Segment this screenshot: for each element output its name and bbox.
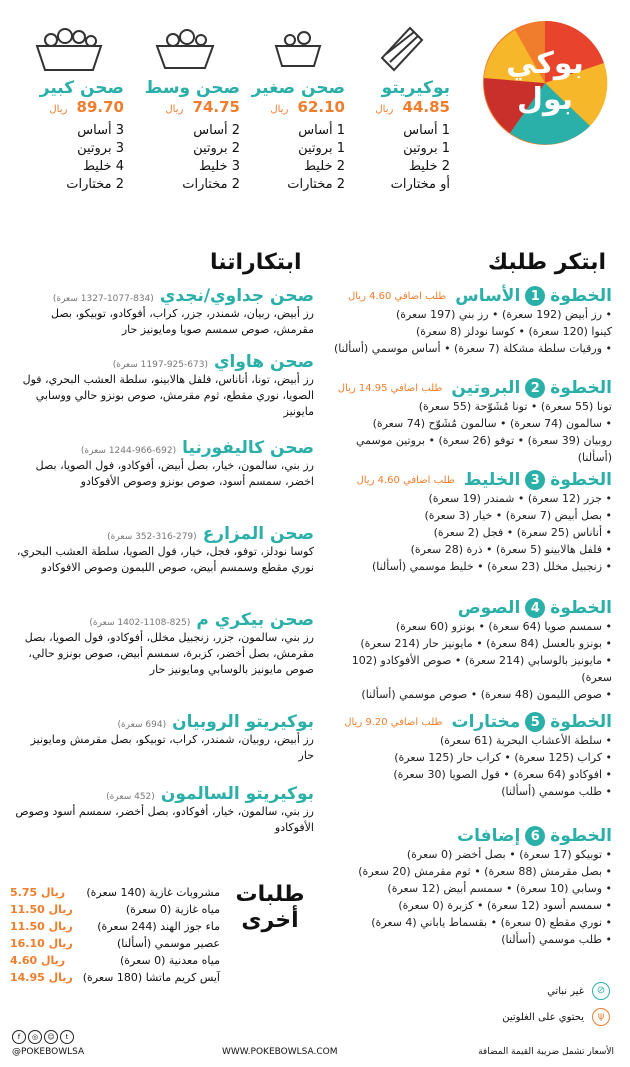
step-line: • سلطة الأعشاب البحرية (61 سعرة) [440, 734, 612, 747]
step-line: • طلب موسمي (أسألنا) [501, 785, 612, 798]
size-line: 1 أساس [298, 123, 345, 138]
step-line: • سمسم صويا (64 سعرة) • بونزو (60 سعرة) [395, 620, 612, 633]
snapchat-icon[interactable]: ☺ [44, 1030, 58, 1044]
step-number: 5 [525, 712, 545, 732]
creation-calories: (673-925-1197 سعرة) [112, 360, 208, 370]
creation-desc: رز بني، سالمون، خيار، بصل أبيض، أفوكادو، فول الصويا، بصل اخضر، سمسم أسود، صوص بونزو وصوص الأفوكادو [35, 459, 314, 488]
step-line: • صوص الليمون (48 سعرة) • صوص موسمي (أسألنا) [361, 688, 612, 701]
creation-jeddawi [14, 286, 314, 338]
creation-title: صحن هاواي [213, 352, 314, 372]
other-name: مياه غازية (0 سعرة) [125, 903, 220, 916]
creation-shrimp-burrito [14, 712, 314, 764]
creation-calories: (825-1108-1402 سعرة) [89, 618, 191, 628]
step-number: 2 [525, 378, 545, 398]
creation-title: صحن كاليفورنيا [182, 438, 314, 458]
step-addons [322, 826, 612, 948]
step-extra: طلب اضافي 9.20 ريال [344, 716, 443, 728]
creations-title: ابتكاراتنا [210, 250, 302, 275]
step-protein [322, 378, 612, 466]
step-name: إضافات [457, 826, 521, 846]
size-price: 44.85 [402, 98, 450, 116]
step-name: الخليط [463, 470, 521, 490]
size-line: أو مختارات [390, 177, 450, 192]
step-label: الخطوة [550, 712, 612, 732]
instagram-icon[interactable]: ◎ [28, 1030, 42, 1044]
other-title-2: أخرى [241, 908, 299, 933]
other-price: 11.50 ريال [10, 920, 73, 933]
bowl-small-icon [260, 18, 336, 76]
other-row [10, 901, 220, 918]
size-large [14, 18, 124, 194]
facebook-icon[interactable]: f [12, 1030, 26, 1044]
creation-california [14, 438, 314, 490]
creation-desc: رز بني، سالمون، خيار، أفوكادو، بصل أخضر، سمسم أسود وصوص الأفوكادو [15, 805, 314, 834]
step-line: • نوري مقطع (0 سعرة) • بقسماط ياباني (4 سعرة) [371, 916, 612, 929]
wheat-icon: ψ [592, 1008, 610, 1026]
size-line: 2 مختارات [182, 177, 240, 192]
step-name: الصوص [457, 598, 521, 618]
size-line: 2 أساس [193, 123, 240, 138]
step-line: • توبيكو (17 سعرة) • بصل أخضر (0 سعرة) [406, 848, 612, 861]
leaf-crossed-icon: ⊘ [592, 982, 610, 1000]
build-title: ابتكر طلبك [487, 250, 606, 275]
size-line: 1 بروتين [403, 141, 450, 156]
step-line: • رز أبيض (192 سعرة) • رز بني (197 سعرة) [395, 308, 612, 321]
bowl-medium-icon [147, 18, 223, 76]
step-line: • وسابي (10 سعرة) • سمسم أبيض (12 سعرة) [387, 882, 612, 895]
step-line: • كراب (125 سعرة) • كراب حار (125 سعرة) [394, 751, 612, 764]
logo-line-2: بول [516, 82, 574, 117]
creation-title: صحن جداوي/نجدي [159, 286, 314, 306]
step-line: • سالمون (74 سعرة) • سالمون مُشَوّح (74 سعرة) [372, 417, 612, 430]
size-line: 3 أساس [77, 123, 124, 138]
creation-desc: رز أبيض، تونا، أناناس، فلفل هالابينو، سلطة العشب البحري، فول الصويا، نوري مقطع، ثوم مقرمش، صوص بونزو حالي ووسابي مايونيز [22, 373, 314, 418]
creation-calories: (694 سعرة) [117, 720, 167, 730]
size-line: 3 بروتين [77, 141, 124, 156]
creation-desc: كوسا نودلز، توفو، فجل، خيار، فول الصويا، سلطة العشب البحري، نوري مقطع وسمسم أبيض، صوص الليمون وصوص الافوكادو [16, 545, 314, 574]
step-line: • بونزو بالعسل (84 سعرة) • مايونيز حار (214 سعرة) [360, 637, 612, 650]
other-name: ماء جوز الهند (244 سعرة) [97, 920, 220, 933]
size-line: 1 بروتين [298, 141, 345, 156]
other-price: 4.60 ريال [10, 954, 66, 967]
step-line: • بصل أبيض (7 سعرة) • خيار (3 سعرة) [424, 509, 612, 522]
step-line: • فلفل هالابينو (5 سعرة) • ذرة (28 سعرة) [410, 543, 612, 556]
size-line: 2 بروتين [193, 141, 240, 156]
footer-handle[interactable]: @POKEBOWLSA [12, 1047, 85, 1057]
footer-vat: الأسعار تشمل ضريبة القيمة المضافة [478, 1047, 614, 1057]
step-number: 4 [525, 598, 545, 618]
currency: ريال [165, 104, 184, 115]
step-number: 1 [525, 286, 545, 306]
creation-title: بوكيريتو السالمون [160, 784, 314, 804]
step-label: الخطوة [550, 286, 612, 306]
step-label: الخطوة [550, 378, 612, 398]
currency: ريال [49, 104, 68, 115]
step-line: • مايونيز بالوسابي (214 سعرة) • صوص الأفوكادو (102 سعرة) [351, 654, 612, 684]
creation-desc: رز بني، سالمون، جزر، زنجبيل مخلل، أفوكادو، فول الصويا، بصل مقرمش، بصل أخضر، كزبرة، سمسم أبيض، صوص بونزو حالي، صوص مايونيز بالوسابي ومايونيز حار [24, 631, 314, 676]
size-price: 89.70 [76, 98, 124, 116]
step-extra: طلب اضافي 4.60 ريال [347, 290, 447, 302]
currency: ريال [375, 104, 394, 115]
creation-calories: (279-316-352 سعرة) [107, 532, 197, 542]
other-name: آيس كريم ماتشا (180 سعرة) [82, 971, 220, 984]
step-line: كينوا (120 سعرة) • كوسا نودلز (8 سعرة) [415, 325, 612, 338]
size-name: صحن وسط [144, 78, 240, 98]
creation-calories: (452 سعرة) [106, 792, 155, 802]
creation-hawaii [14, 352, 314, 420]
currency: ريال [270, 104, 289, 115]
other-name: عصير موسمي (أسألنا) [116, 937, 220, 950]
step-line: • جزر (12 سعرة) • شمندر (19 سعرة) [428, 492, 612, 505]
other-row [10, 952, 220, 969]
social-icons [12, 1030, 76, 1044]
other-name: مشروبات غازية (140 سعرة) [86, 886, 220, 899]
step-number: 3 [525, 470, 545, 490]
size-name: صحن كبير [39, 78, 124, 98]
size-line: 2 خليط [408, 159, 450, 174]
size-line: 3 خليط [198, 159, 240, 174]
other-price: 11.50 ريال [10, 903, 73, 916]
size-medium [130, 18, 240, 194]
step-sauce [322, 598, 612, 703]
other-title [230, 882, 310, 934]
creation-pikri [14, 610, 314, 678]
legend-vegan [547, 982, 612, 1000]
size-line: 1 أساس [403, 123, 450, 138]
size-line: 2 مختارات [66, 177, 124, 192]
step-line: • افوكادو (64 سعرة) • فول الصويا (30 سعرة) [393, 768, 612, 781]
other-row [10, 969, 220, 986]
creation-calories: (834-1077-1327 سعرة) [52, 294, 154, 304]
step-name: الأساس [455, 286, 521, 306]
other-list [10, 884, 220, 986]
step-extra: طلب اضافي 4.60 ريال [356, 474, 455, 486]
creation-farm [14, 524, 314, 576]
step-line: • زنجبيل مخلل (23 سعرة) • خليط موسمي (أسألنا) [371, 560, 612, 573]
creation-calories: (692-966-1244 سعرة) [80, 446, 177, 456]
step-picks [322, 712, 612, 800]
creation-desc: رز أبيض، روبيان، شمندر، كراب، توبيكو، بصل مقرمش ومايونيز حار [30, 733, 314, 762]
legend-label: غير نباتي [547, 985, 584, 997]
step-base [322, 286, 612, 357]
step-line: • طلب موسمي (أسألنا) [501, 933, 612, 946]
size-price: 62.10 [297, 98, 345, 116]
step-mix [322, 470, 612, 575]
step-line: تونا (55 سعرة) • تونا مُشَوّحة (55 سعرة) [418, 400, 612, 413]
step-line: • ورقيات سلطة مشكلة (7 سعرة) • أساس موسمي (أسألنا) [333, 342, 612, 355]
other-row [10, 884, 220, 901]
footer-website[interactable]: WWW.POKEBOWLSA.COM [222, 1047, 338, 1057]
size-name: بوكيريتو [381, 78, 450, 98]
creation-title: صحن المزارع [202, 524, 314, 544]
creation-desc: رز أبيض، ربيان، شمندر، جزر، كراب، أفوكادو، توبيكو، بصل مقرمش، صوص سمسم صويا ومايونيز حار [51, 307, 314, 336]
logo-line-1: بوكي [506, 46, 584, 81]
step-line: روبيان (39 سعرة) • توفو (26 سعرة) • بروتين موسمي (أسألنا) [356, 434, 612, 464]
bowl-large-icon [31, 18, 107, 76]
size-burrito [350, 18, 450, 194]
legend-label: يحتوي على الغلوتين [502, 1011, 584, 1023]
size-small [250, 18, 345, 194]
size-price: 74.75 [192, 98, 240, 116]
step-extra: طلب اضافي 14.95 ريال [337, 382, 443, 394]
other-price: 14.95 ريال [10, 971, 73, 984]
step-label: الخطوة [550, 470, 612, 490]
step-name: مختارات [451, 712, 521, 732]
step-label: الخطوة [550, 826, 612, 846]
step-line: • أناناس (25 سعرة) • فجل (2 سعرة) [433, 526, 612, 539]
step-line: • سمسم أسود (12 سعرة) • كزبرة (0 سعرة) [398, 899, 612, 912]
size-line: 2 خليط [303, 159, 345, 174]
size-line: 2 مختارات [287, 177, 345, 192]
other-price: 16.10 ريال [10, 937, 73, 950]
step-name: البروتين [451, 378, 521, 398]
step-line: • بصل مقرمش (88 سعرة) • ثوم مقرمش (20 سعرة) [358, 865, 612, 878]
creation-salmon-burrito [14, 784, 314, 836]
other-title-1: طلبات [235, 882, 305, 907]
creation-title: صحن بيكري م [196, 610, 314, 630]
legend-gluten [502, 1008, 612, 1026]
creation-title: بوكيريتو الروبيان [172, 712, 314, 732]
brand-logo [470, 18, 620, 148]
burrito-icon [362, 18, 438, 76]
step-number: 6 [525, 826, 545, 846]
other-name: مياه معدنية (0 سعرة) [119, 954, 220, 967]
twitter-icon[interactable]: t [60, 1030, 74, 1044]
other-row [10, 935, 220, 952]
step-label: الخطوة [550, 598, 612, 618]
size-name: صحن صغير [251, 78, 345, 98]
size-line: 4 خليط [82, 159, 124, 174]
other-row [10, 918, 220, 935]
other-price: 5.75 ريال [10, 886, 66, 899]
